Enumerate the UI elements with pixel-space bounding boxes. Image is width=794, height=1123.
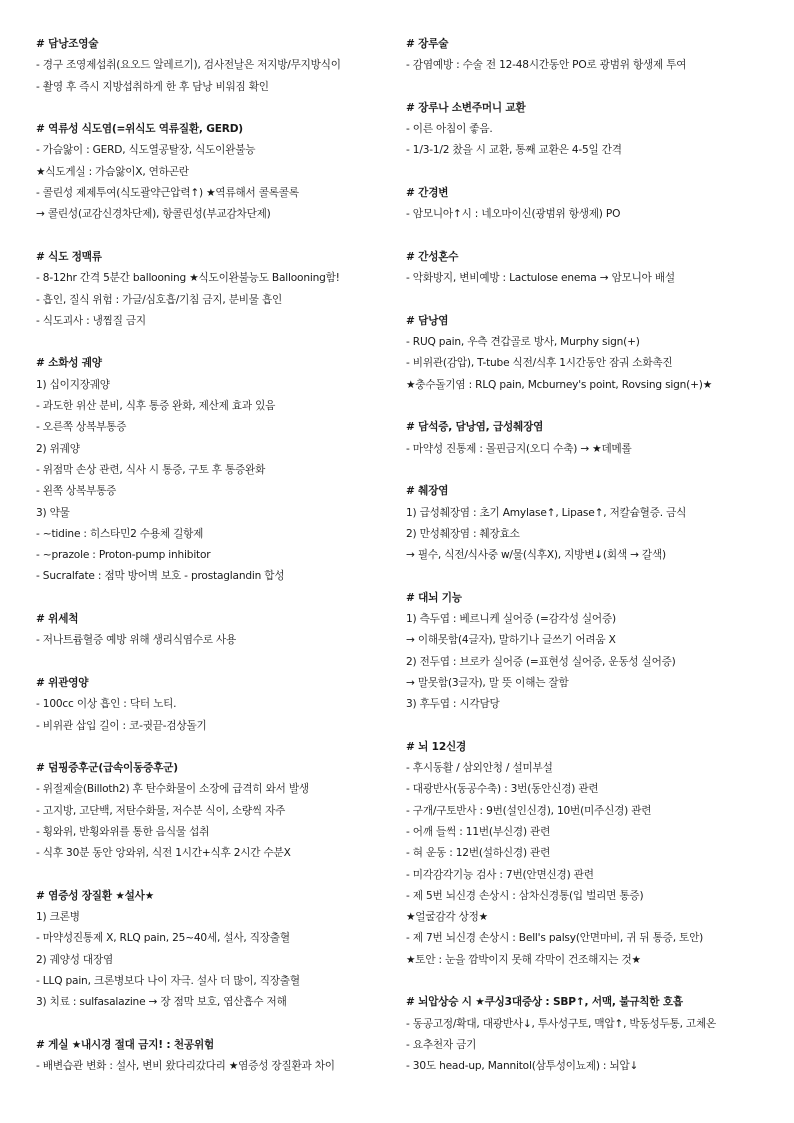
spacer	[36, 588, 386, 609]
note-line: 2) 궤양성 대장염	[36, 953, 114, 966]
spacer	[36, 98, 386, 119]
note-line: - 100cc 이상 흡인 : 닥터 노티.	[36, 698, 177, 711]
note-line: - 배변습관 변화 : 설사, 변비 왔다리갔다리 ★염증성 장질환과 차이	[36, 1060, 335, 1073]
spacer	[406, 566, 766, 587]
spacer	[406, 971, 766, 992]
note-line: - 과도한 위산 분비, 식후 통증 완화, 제산제 효과 있음	[36, 400, 276, 413]
section-heading: # 간성혼수	[406, 250, 459, 263]
note-line: → 필수, 식전/식사중 w/물(식후X), 지방변↓(회색 → 갈색)	[406, 549, 666, 562]
note-line: 3) 후두엽 : 시각담당	[406, 698, 500, 711]
note-line: - 위점막 손상 관련, 식사 시 통증, 구토 후 통증완화	[36, 463, 266, 476]
note-line: - 미각감각기능 검사 : 7번(안면신경) 관련	[406, 868, 594, 881]
note-line: - 비위관 삽입 길이 : 코-귓끝-검상돌기	[36, 719, 207, 732]
note-line: - 촬영 후 즉시 지방섭취하게 한 후 담낭 비워짐 확인	[36, 80, 269, 93]
section-heading: # 덤핑증후군(급속이동증후군)	[36, 762, 178, 775]
note-line: - 비위관(감압), T-tube 식전/식후 1시간동안 잠궈 소화촉진	[406, 357, 673, 370]
note-line: - 혀 운동 : 12번(설하신경) 관련	[406, 847, 551, 860]
note-line: - 식도괴사 : 냉찜질 금지	[36, 314, 146, 327]
note-line: - 왼쪽 상복부통증	[36, 485, 117, 498]
note-line: - 후시동활 / 삼외안청 / 설미부설	[406, 762, 553, 775]
note-line: - RUQ pain, 우측 견갑골로 방사, Murphy sign(+)	[406, 336, 640, 349]
note-line: - 요추천자 금기	[406, 1038, 477, 1051]
note-line: 1) 십이지장궤양	[36, 378, 110, 391]
spacer	[406, 162, 766, 183]
section-heading: # 역류성 식도염(=위식도 역류질환, GERD)	[36, 123, 243, 136]
note-line: - 콜린성 제제투여(식도괄약근압력↑) ★역류해서 콜록콜록	[36, 187, 299, 200]
section-heading: # 대뇌 기능	[406, 591, 462, 604]
section-heading: # 위관영양	[36, 676, 89, 689]
note-line: → 콜린성(교감신경차단제), 항콜린성(부교감차단제)	[36, 208, 271, 221]
spacer	[36, 652, 386, 673]
spacer	[406, 77, 766, 98]
note-line: - ~prazole : Proton-pump inhibitor	[36, 549, 211, 562]
note-line: - 마약성진통제 X, RLQ pain, 25~40세, 설사, 직장출혈	[36, 932, 290, 945]
note-line: → 말못함(3글자), 말 뜻 이해는 잘함	[406, 676, 569, 689]
note-line: - 구개/구토반사 : 9번(설인신경), 10번(미주신경) 관련	[406, 804, 652, 817]
section-heading: # 장루나 소변주머니 교환	[406, 101, 526, 114]
note-line: - 식후 30분 동안 앙와위, 식전 1시간+식후 2시간 수분X	[36, 847, 291, 860]
note-line: - 위절제술(Billoth2) 후 탄수화물이 소장에 급격히 와서 발생	[36, 783, 309, 796]
note-line: 3) 약물	[36, 506, 70, 519]
section-heading: # 담낭염	[406, 314, 449, 327]
note-line: - ~tidine : 히스타민2 수용체 길항제	[36, 527, 204, 540]
section-heading: # 소화성 궤양	[36, 357, 102, 370]
note-line: - 감염예방 : 수술 전 12-48시간동안 PO로 광범위 항생제 투여	[406, 59, 687, 72]
note-line: - Sucralfate : 점막 방어벽 보호 - prostaglandin 합성	[36, 570, 285, 583]
note-line: - 1/3-1/2 찼을 시 교환, 통째 교환은 4-5일 간격	[406, 144, 622, 157]
spacer	[36, 226, 386, 247]
section-heading: # 담석증, 담낭염, 급성췌장염	[406, 421, 544, 434]
note-line: - 암모니아↑시 : 네오마이신(광범위 항생제) PO	[406, 208, 621, 221]
note-line: - 제 7번 뇌신경 손상시 : Bell's palsy(안면마비, 귀 뒤 통증, 토안)	[406, 932, 704, 945]
note-line: 1) 크론병	[36, 911, 80, 924]
note-line: - 제 5번 뇌신경 손상시 : 삼차신경통(입 벌리면 통증)	[406, 889, 644, 902]
note-line: → 이해못함(4글자), 말하기나 글쓰기 어려움 X	[406, 634, 616, 647]
note-line: ★식도게실 : 가슴앓이X, 연하곤란	[36, 165, 189, 178]
note-line: - 가슴앓이 : GERD, 식도열공탈장, 식도이완불능	[36, 144, 256, 157]
spacer	[36, 332, 386, 353]
note-line: - 고지방, 고단백, 저탄수화물, 저수분 식이, 소량씩 자주	[36, 804, 286, 817]
spacer	[406, 460, 766, 481]
note-line: 1) 측두엽 : 베르니케 실어증 (=감각성 실어증)	[406, 613, 616, 626]
right-column	[406, 34, 766, 1078]
spacer	[406, 290, 766, 311]
note-line: 2) 전두엽 : 브로카 실어증 (=표현성 실어증, 운동성 실어증)	[406, 655, 676, 668]
note-line: - 동공고정/확대, 대광반사↓, 투사성구토, 맥압↑, 박동성두통, 고체온	[406, 1017, 717, 1030]
note-line: - 악화방지, 변비예방 : Lactulose enema → 암모니아 배설	[406, 272, 675, 285]
note-line: - 30도 head-up, Mannitol(삼투성이뇨제) : 뇌압↓	[406, 1060, 639, 1073]
section-heading: # 간경변	[406, 187, 449, 200]
spacer	[406, 226, 766, 247]
note-line: ★얼굴감각 상정★	[406, 911, 488, 924]
section-heading: # 췌장염	[406, 485, 449, 498]
note-line: - 저나트륨혈증 예방 위해 생리식염수로 사용	[36, 634, 237, 647]
section-heading: # 장루술	[406, 38, 449, 50]
note-line: - 대광반사(동공수축) : 3번(동안신경) 관련	[406, 783, 599, 796]
note-line: - 마약성 진통제 : 몰핀금지(오디 수축) → ★데메롤	[406, 442, 632, 455]
note-line: ★토안 : 눈을 깜박이지 못해 각막이 건조해지는 것★	[406, 953, 641, 966]
note-line: 1) 급성췌장염 : 초기 Amylase↑, Lipase↑, 저칼슘혈증. 금식	[406, 506, 687, 519]
section-heading: # 게실 ★내시경 절대 금지! : 천공위험	[36, 1038, 215, 1051]
note-line: ★충수돌기염 : RLQ pain, Mcburney's point, Rovsing sign(+)★	[406, 378, 713, 391]
note-line: - 횡와위, 반횡와위를 통한 음식물 섭취	[36, 825, 210, 838]
note-line: - 이른 아침이 좋음.	[406, 123, 493, 136]
note-line: - 어깨 들썩 : 11번(부신경) 관련	[406, 825, 551, 838]
left-column	[36, 34, 386, 1078]
section-heading: # 뇌압상승 시 ★쿠싱3대증상 : SBP↑, 서맥, 불규칙한 호흡	[406, 996, 683, 1009]
note-line: - 경구 조영제섭취(요오드 알레르기), 검사전날은 저지방/무지방식이	[36, 59, 341, 72]
note-line: - LLQ pain, 크론병보다 나이 자극. 설사 더 많이, 직장출혈	[36, 975, 300, 988]
section-heading: # 염증성 장질환 ★설사★	[36, 889, 155, 902]
note-line: 2) 만성췌장염 : 췌장효소	[406, 527, 520, 540]
section-heading: # 담낭조영술	[36, 38, 99, 50]
spacer	[36, 1014, 386, 1035]
note-line: 2) 위궤양	[36, 442, 80, 455]
spacer	[36, 865, 386, 886]
note-line: - 8-12hr 간격 5분간 ballooning ★식도이완불능도 Ballooning함!	[36, 272, 340, 285]
spacer	[406, 396, 766, 417]
section-heading: # 뇌 12신경	[406, 740, 467, 753]
spacer	[406, 716, 766, 737]
note-line: 3) 치료 : sulfasalazine → 장 점막 보호, 엽산흡수 저해	[36, 996, 287, 1009]
section-heading: # 식도 정맥류	[36, 250, 102, 263]
section-heading: # 위세척	[36, 613, 79, 626]
note-line: - 오른쪽 상복부통증	[36, 421, 127, 434]
note-line: - 흡인, 질식 위험 : 가글/심호흡/기침 금지, 분비물 흡인	[36, 293, 283, 306]
spacer	[36, 737, 386, 758]
